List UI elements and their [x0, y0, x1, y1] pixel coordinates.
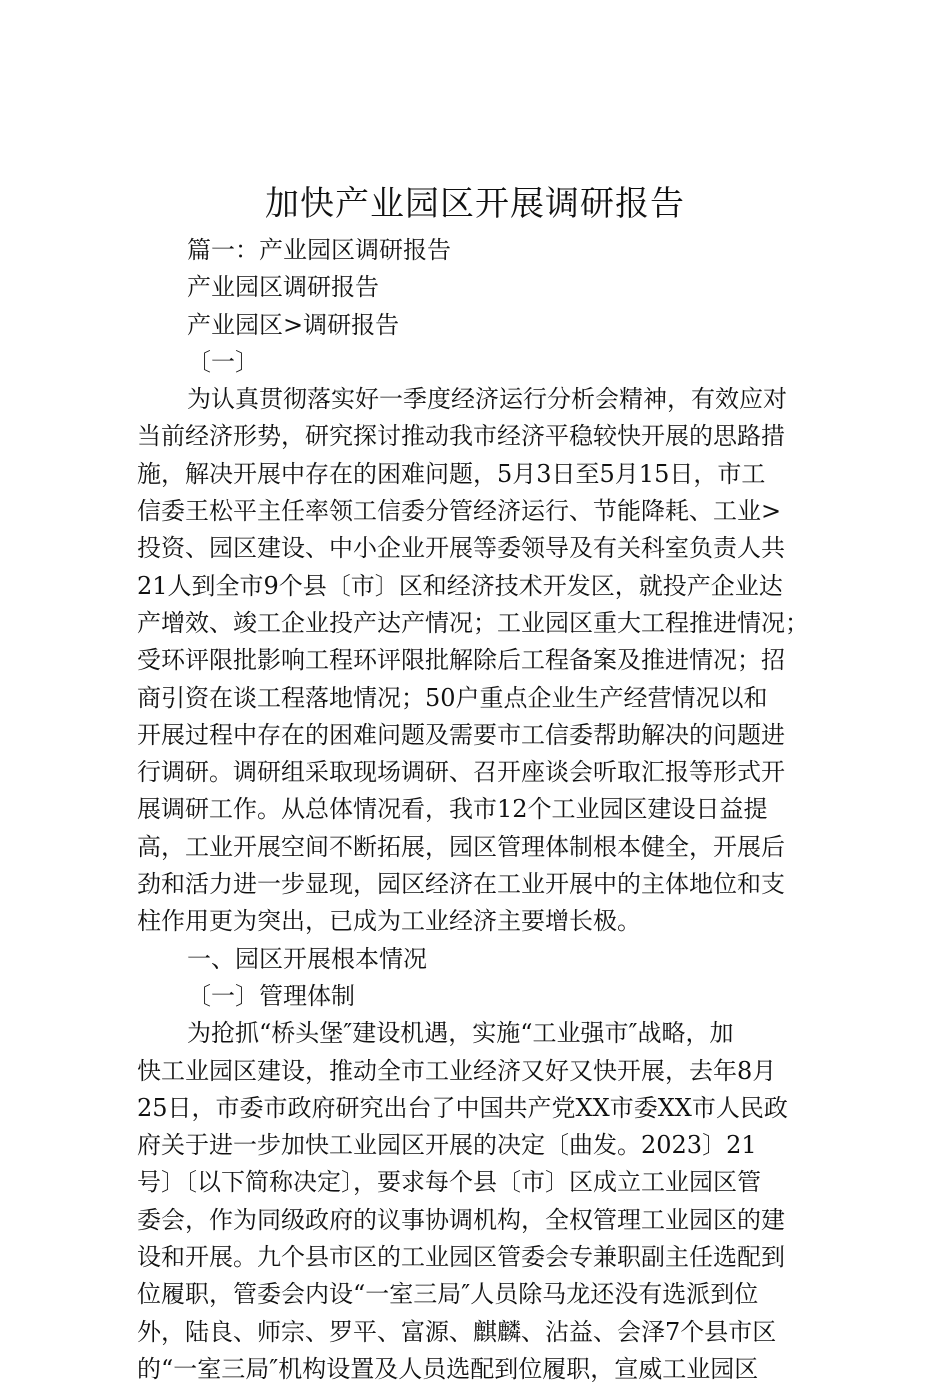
text-line: 行调研。调研组采取现场调研、召开座谈会听取汇报等形式开: [137, 758, 785, 787]
text-line: 25日，市委市政府研究出台了中国共产党XX市委XX市人民政: [137, 1093, 788, 1122]
text-line: 信委王松平主任率领工信委分管经济运行、节能降耗、工业>: [137, 497, 782, 526]
text-line: 21人到全市9个县〔市〕区和经济技术开发区，就投产企业达: [137, 571, 783, 600]
text-line: 产业园区>调研报告: [187, 310, 400, 339]
document-body: [137, 232, 837, 1388]
text-line: 施，解决开展中存在的困难问题，5月3日至5月15日，市工: [137, 459, 766, 488]
text-line: 开展过程中存在的困难问题及需要市工信委帮助解决的问题进: [137, 720, 785, 749]
text-line: 位履职，管委会内设“一室三局″人员除马龙还没有选派到位: [137, 1280, 759, 1309]
text-line: 当前经济形势，研究探讨推动我市经济平稳较快开展的思路措: [137, 422, 785, 451]
text-line: 投资、园区建设、中小企业开展等委领导及有关科室负责人共: [137, 534, 785, 563]
text-line: 快工业园区建设，推动全市工业经济又好又快开展，去年8月: [137, 1056, 777, 1085]
text-line: 为抢抓“桥头堡″建设机遇，实施“工业强市″战略，加: [187, 1019, 734, 1048]
text-line: 篇一：产业园区调研报告: [187, 236, 451, 264]
text-line: 府关于进一步加快工业园区开展的决定〔曲发。2023〕21: [137, 1131, 757, 1160]
text-line: 产业园区调研报告: [187, 273, 379, 302]
text-line: 〔一〕: [187, 347, 259, 376]
text-line: 设和开展。九个县市区的工业园区管委会专兼职副主任选配到: [137, 1243, 785, 1272]
text-line: 一、园区开展根本情况: [187, 944, 427, 973]
text-line: 产增效、竣工企业投产达产情况；工业园区重大工程推进情况；: [137, 608, 809, 637]
text-line: 为认真贯彻落实好一季度经济运行分析会精神，有效应对: [187, 385, 787, 414]
text-line: 高，工业开展空间不断拓展，园区管理体制根本健全，开展后: [137, 832, 785, 861]
text-line: 展调研工作。从总体情况看，我市12个工业园区建设日益提: [137, 795, 768, 824]
text-line: 受环评限批影响工程环评限批解除后工程备案及推进情况；招: [137, 646, 785, 675]
text-line: 〔一〕管理体制: [187, 981, 355, 1010]
text-line: 劲和活力进一步显现，园区经济在工业开展中的主体地位和支: [137, 870, 785, 899]
text-line: 柱作用更为突出，已成为工业经济主要增长极。: [137, 907, 641, 936]
text-line: 的“一室三局″机构设置及人员选配到位履职，宣威工业园区: [137, 1354, 759, 1383]
text-line: 外，陆良、师宗、罗平、富源、麒麟、沾益、会泽7个县市区: [137, 1317, 777, 1346]
text-line: 商引资在谈工程落地情况；50户重点企业生产经营情况以和: [137, 683, 768, 712]
document-title: 加快产业园区开展调研报告: [265, 184, 685, 224]
text-line: 号〕〔以下简称决定〕，要求每个县〔市〕区成立工业园区管: [137, 1168, 761, 1197]
text-line: 委会，作为同级政府的议事协调机构，全权管理工业园区的建: [137, 1205, 785, 1234]
